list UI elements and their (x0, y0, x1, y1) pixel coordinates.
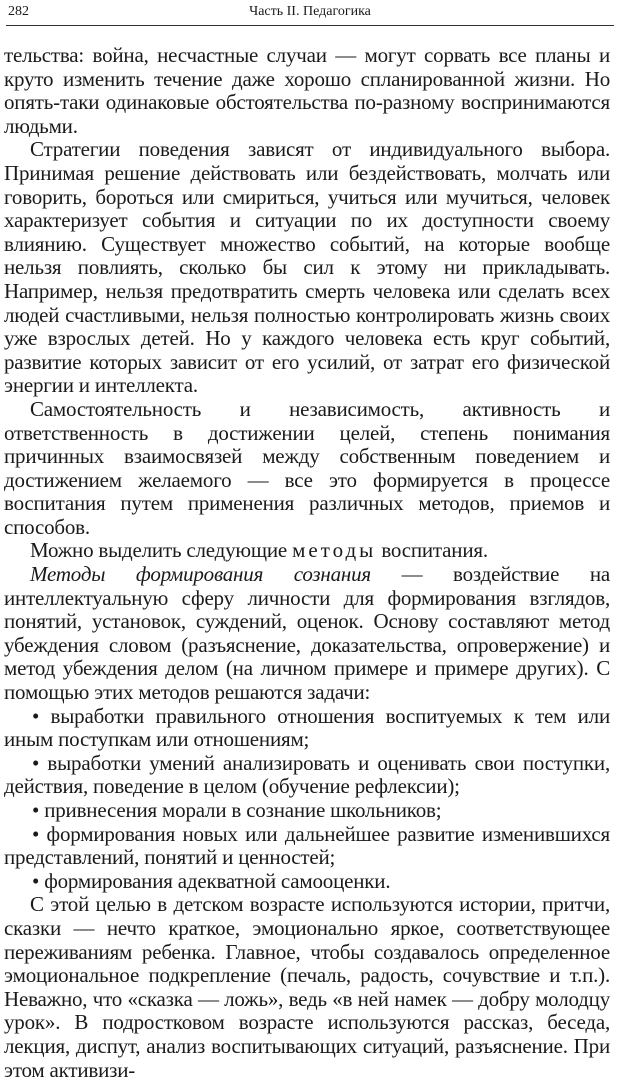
paragraph-4-spaced-term: методы (292, 538, 377, 563)
paragraph-2: Стратегии поведения зависят от индивидуального выбора. Принимая решение действовать или бездействовать, молчать или говорить, бороться или смириться, учиться или мучиться, человек характеризует события и ситуации по их доступности своему влиянию. Существует множество событий, на которые вообще нельзя повлиять, сколько бы сил к этому ни прикладывать. Например, нельзя предотвратить смерть человека или сделать всех людей счастливыми, нельзя полностью контролировать жизнь своих уже взрослых детей. Но у каждого человека есть круг событий, развитие которых зависит от его усилий, от затрат его физической энергии и интеллекта. (4, 137, 610, 398)
header-rule (6, 25, 614, 26)
paragraph-4-lead: Можно выделить следующие (30, 538, 293, 563)
bullet-item: • выработки умений анализировать и оценивать свои поступки, действия, поведение в целом (обучение рефлексии); (4, 750, 610, 799)
bullet-item: • формирования адекватной самооценки. (32, 868, 391, 893)
paragraph-6: С этой целью в детском возрасте используются истории, притчи, сказки — нечто краткое, эмоционально яркое, соответствующее переживаниям ребенка. Главное, чтобы создавалось определенное эмоциональное подкрепление (печаль, радость, сочувствие и т.п.). Неважно, что «сказка — ложь», ведь «в ней намек — добру молодцу урок». В подростковом возрасте используются рассказ, беседа, лекция, диспут, анализ воспитывающих ситуаций, разъяснение. При этом активизи- (4, 892, 610, 1082)
bullet-item: • выработки правильного отношения воспитуемых к тем или иным поступкам или отношениям; (4, 703, 610, 752)
page-header (0, 0, 620, 26)
paragraph-4-tail: воспитания. (376, 538, 488, 563)
page-body (4, 44, 610, 1082)
bullet-item: • формирования новых или дальнейшее развитие изменившихся представлений, понятий и ценностей; (4, 821, 610, 870)
paragraph-5 (4, 563, 610, 705)
paragraph-4 (4, 539, 610, 563)
bullet-item: • привнесения морали в сознание школьников; (32, 798, 442, 822)
page-number: 282 (8, 4, 29, 19)
paragraph-5-italic-term: Методы формирования сознания (30, 562, 371, 587)
running-head: Часть II. Педагогика (249, 4, 371, 19)
paragraph-5-rest: — воздействие на интеллектуальную сферу личности для формирования взглядов, понятий, установок, суждений, оценок. Основу составляют метод убеждения словом (разъяснение, доказательства, опровержение) и метод убеждения делом (на личном примере и примере других). С помощью этих методов решаются задачи: (4, 562, 610, 705)
paragraph-3: Самостоятельность и независимость, активность и ответственность в достижении целей, степень понимания причинных взаимосвязей между собственным поведением и достижением желаемого — все это формируется в процессе воспитания путем применения различных методов, приемов и способов. (4, 396, 610, 539)
paragraph-1: тельства: война, несчастные случаи — могут сорвать все планы и круто изменить течение даже хорошо спланированной жизни. Но опять-таки одинаковые обстоятельства по-разному воспринимаются людьми. (4, 43, 610, 138)
